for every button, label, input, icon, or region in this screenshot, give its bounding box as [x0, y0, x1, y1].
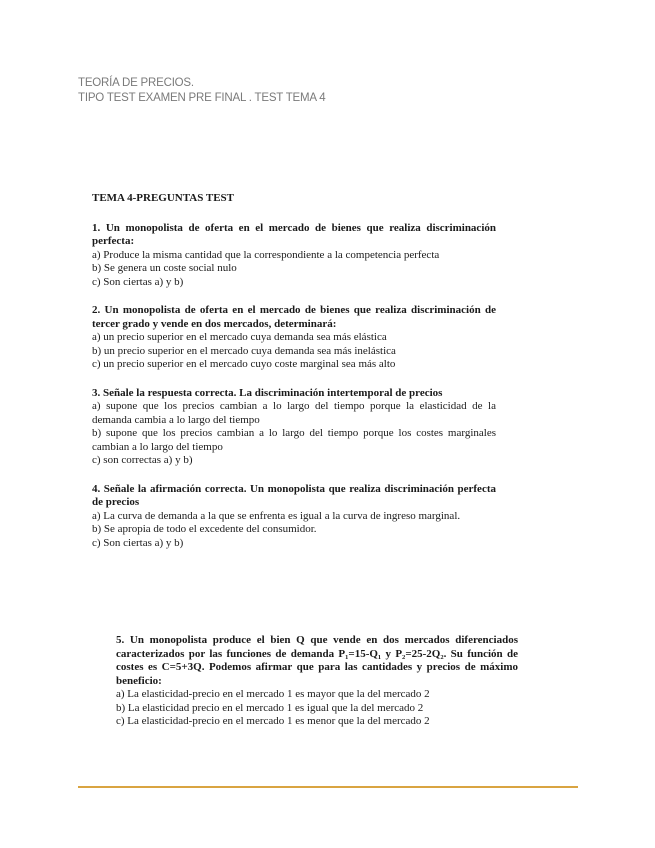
- option-a: a) supone que los precios cambian a lo largo del tiempo porque la elasticidad de la demanda cambia a lo largo del tiempo: [92, 400, 496, 426]
- option-c: c) un precio superior en el mercado cuyo coste marginal sea más alto: [92, 358, 396, 370]
- option-b: b) Se genera un coste social nulo: [92, 262, 237, 274]
- question-text: 1. Un monopolista de oferta en el mercado de bienes que realiza discriminación perfecta:: [92, 221, 496, 247]
- header-line-1: TEORÍA DE PRECIOS.: [78, 77, 194, 89]
- footer-rule: [78, 786, 578, 788]
- option-a: a) La curva de demanda a la que se enfrenta es igual a la curva de ingreso marginal.: [92, 509, 461, 522]
- page-header: [78, 76, 325, 106]
- option-c: c) La elasticidad-precio en el mercado 1 es menor que la del mercado 2: [116, 715, 430, 727]
- option-a: a) Produce la misma cantidad que la correspondiente a la competencia perfecta: [92, 248, 440, 261]
- header-line-2: TIPO TEST EXAMEN PRE FINAL . TEST TEMA 4: [78, 92, 326, 104]
- option-c: c) son correctas a) y b): [92, 454, 193, 466]
- question-text: 3. Señale la respuesta correcta. La discriminación intertemporal de precios: [92, 386, 443, 399]
- option-b: b) Se apropia de todo el excedente del consumidor.: [92, 523, 317, 535]
- option-b: b) La elasticidad precio en el mercado 1 es igual que la del mercado 2: [116, 701, 424, 714]
- questions-content: [92, 192, 496, 565]
- option-c: c) Son ciertas a) y b): [92, 536, 184, 549]
- question-2: [92, 304, 496, 372]
- option-c: c) Son ciertas a) y b): [92, 275, 184, 288]
- question-1: [92, 222, 496, 290]
- option-b: b) supone que los precios cambian a lo largo del tiempo porque los costes marginales cambian a lo largo del tiempo: [92, 427, 496, 453]
- question-text: 4. Señale la afirmación correcta. Un monopolista que realiza discriminación perfecta de precios: [92, 482, 496, 508]
- option-a: a) La elasticidad-precio en el mercado 1 es mayor que la del mercado 2: [116, 688, 430, 700]
- question-5: [116, 634, 518, 729]
- question-3: [92, 387, 496, 468]
- question-text: 2. Un monopolista de oferta en el mercado de bienes que realiza discriminación de tercer grado y vende en dos mercados, determinará:: [92, 304, 496, 330]
- question-text: 5. Un monopolista produce el bien Q que vende en dos mercados diferenciados caracterizados por las funciones de demanda P₁=15-Q₁ y P₂=25-2Q₂. Su función de costes es C=5+3Q. Podemos afirmar que para las cantidades y precios de máximo beneficio:: [116, 634, 518, 687]
- question-4: [92, 483, 496, 551]
- section-title: TEMA 4-PREGUNTAS TEST: [92, 192, 235, 204]
- option-a: a) un precio superior en el mercado cuya demanda sea más elástica: [92, 331, 387, 343]
- option-b: b) un precio superior en el mercado cuya demanda sea más inelástica: [92, 344, 396, 357]
